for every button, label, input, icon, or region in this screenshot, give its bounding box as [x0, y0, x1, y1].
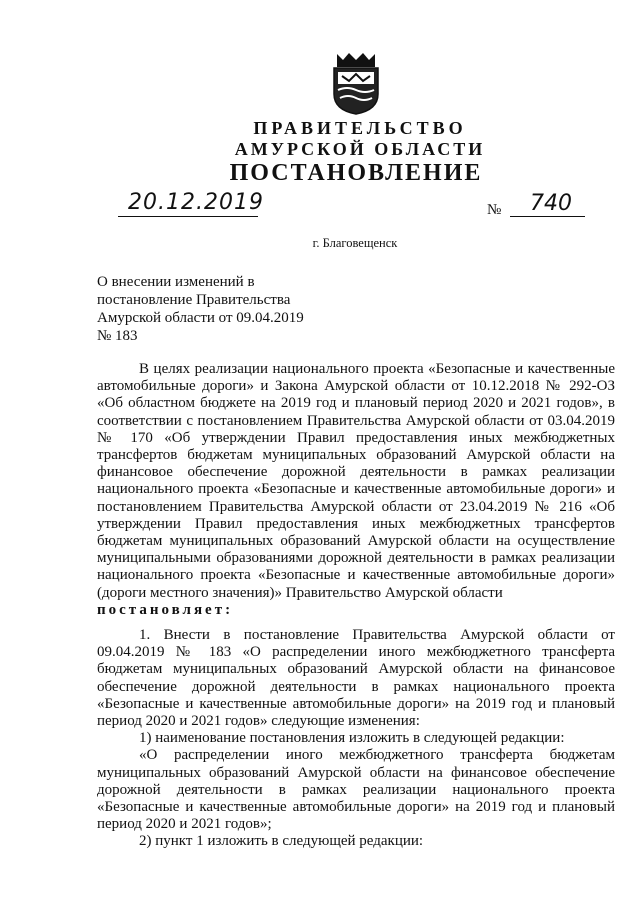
document-subject — [97, 273, 304, 345]
item-1-paragraph: 1. Внести в постановление Правительства Амурской области от 09.04.2019 № 183 «О распределении иного межбюджетного трансферта бюджетам муниципальных образований Амурской области на финансовое обеспечение дорожной деятельности в рамках национального проекта «Безопасные и качественные автомобильные дороги» на 2019 год и плановый период 2020 и 2021 годов» следующие изменения: — [97, 627, 615, 730]
quote-paragraph: «О распределении иного межбюджетного трансферта бюджетам муниципальных образований Амурской области на финансовое обеспечение дорожной деятельности в рамках реализации национального проекта «Безопасные и качественные автомобильные дороги» на 2019 год и плановый период 2020 и 2021 годов»; — [97, 747, 615, 833]
preamble-paragraph: В целях реализации национального проекта «Безопасные и качественные автомобильные дороги» и Закона Амурской области от 10.12.2018 № 292-ОЗ «Об областном бюджете на 2019 год и плановый период 2020 и 2021 годов», в соответствии с постановлением Правительства Амурской области от 03.04.2019 № 170 «Об утверждении Правил предоставления иных межбюджетных трансфертов бюджетам муниципальных образований Амурской области на финансовое обеспечение дорожной деятельности в рамках реализации национального проекта «Безопасные и качественные автомобильные дороги» и постановлением Правительства Амурской области от 23.04.2019 № 216 «Об утверждении Правил предоставления иных межбюджетных трансфертов бюджетам муниципальных образований Амурской области на осуществление муниципальными образованиями дорожной деятельности в рамках реализации национального проекта «Безопасные и качественные автомобильные дороги» (дороги местного значения)» Правительство Амурской области — [97, 361, 615, 601]
subject-line: Амурской области от 09.04.2019 — [97, 310, 304, 326]
number-sign: № — [487, 202, 502, 218]
body-part-2 — [97, 627, 615, 851]
subitem-1-paragraph: 1) наименование постановления изложить в следующей редакции: — [139, 730, 565, 747]
government-name-line2: АМУРСКОЙ ОБЛАСТИ — [234, 139, 486, 159]
coat-of-arms-emblem — [329, 50, 383, 116]
document-type-title: ПОСТАНОВЛЕНИЕ — [229, 160, 483, 186]
city-name: г. Благовещенск — [312, 236, 398, 250]
government-name-line1: ПРАВИТЕЛЬСТВО — [253, 118, 467, 138]
subject-line: постановление Правительства — [97, 292, 291, 308]
document-number: 740 — [530, 191, 572, 216]
document-date: 20.12.2019 — [128, 190, 264, 215]
subject-line: № 183 — [97, 328, 138, 344]
body-part-1 — [97, 361, 615, 619]
subitem-2-paragraph: 2) пункт 1 изложить в следующей редакции: — [139, 833, 424, 850]
subject-line: О внесении изменений в — [97, 274, 255, 290]
decree-word: постановляет: — [97, 601, 234, 618]
number-underline — [510, 216, 585, 217]
date-underline — [118, 216, 258, 217]
